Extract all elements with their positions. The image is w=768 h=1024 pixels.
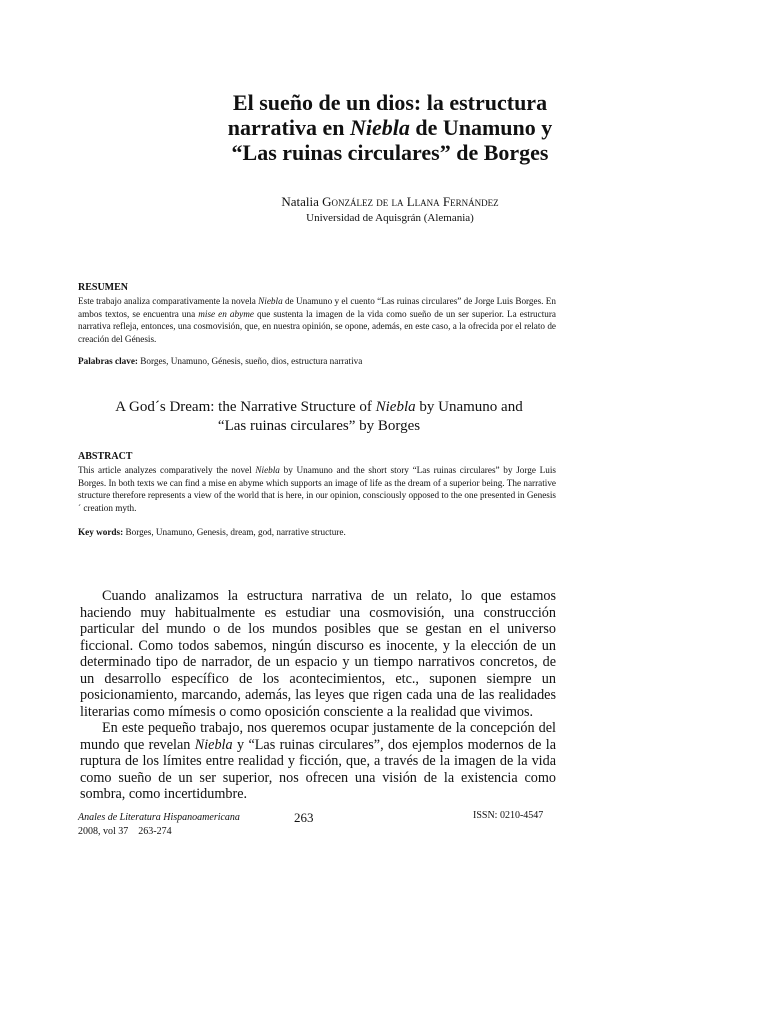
- english-title: [80, 398, 558, 436]
- abstract-part-1: This article analyzes comparatively the novel: [78, 465, 256, 475]
- page-number: 263: [294, 810, 314, 825]
- abstract-text: [78, 464, 556, 514]
- author-affiliation: Universidad de Aquisgrán (Alemania): [306, 212, 474, 224]
- resumen-part-1: Este trabajo analiza comparativamente la novela: [78, 296, 259, 306]
- author-first-name: Natalia: [281, 194, 323, 209]
- english-title-pre: A God´s Dream: the Narrative Structure of: [115, 399, 376, 415]
- abstract-keywords-label: Key words:: [78, 527, 124, 537]
- abstract-part-2: by Unamuno and the short story “Las ruinas circulares” by Jorge Luis Borges. In both texts we can find a mise en abyme which supports an image of life as the dream of a superior being. The narrative structure therefore represents a view of the world that is here, in our opinion, consciously opposed to the one presented in Genesis´ creation myth.: [78, 465, 556, 513]
- resumen-part-3: que sustenta la imagen de la vida como sueño de un ser superior. La estructura narrativa refleja, entonces, una cosmovisión, que, en nuestra opinión, se opone, además, en este caso, a la ofrecida por el relato de creación del Génesis.: [78, 308, 556, 344]
- resumen-italic-2: mise en abyme: [198, 308, 254, 319]
- article-title: [120, 90, 660, 165]
- body-paragraph-2-post: y “Las ruinas circulares”, dos ejemplos modernos de la ruptura de los límites entre realidad y ficción, que, a través de la imagen de la vida como sueño de un ser superior, nos ofrecen una visión de la existencia como sombra, como incertidumbre.: [80, 736, 557, 802]
- volume-info: 2008, vol 37 263-274: [78, 826, 172, 837]
- body-paragraph-2-italic: Niebla: [194, 736, 233, 753]
- title-line-2: [120, 115, 660, 140]
- resumen-text: [78, 295, 556, 345]
- body-text: [80, 588, 556, 803]
- title-line-2-pre: narrativa en: [227, 115, 350, 140]
- abstract-italic-1: Niebla: [255, 465, 280, 475]
- resumen-part-2: de Unamuno y el cuento “Las ruinas circulares” de Jorge Luis Borges. En ambos textos, se encuentra una: [78, 296, 556, 319]
- issn: ISSN: 0210-4547: [473, 810, 544, 821]
- title-line-3: “Las ruinas circulares” de Borges: [231, 140, 549, 165]
- resumen-heading: RESUMEN: [78, 282, 129, 293]
- abstract-keywords-text: Borges, Unamuno, Genesis, dream, god, narrative structure.: [123, 527, 346, 537]
- english-title-line-1: [80, 398, 558, 417]
- body-paragraph-2: [80, 720, 556, 803]
- title-italic-niebla: Niebla: [349, 115, 410, 140]
- body-paragraph-2-pre: En este pequeño trabajo, nos queremos ocupar justamente de la concepción del mundo que revelan: [80, 720, 556, 753]
- title-line-1: El sueño de un dios: la estructura: [232, 90, 548, 115]
- resumen-keywords: [78, 356, 556, 366]
- abstract-heading: ABSTRACT: [78, 451, 133, 462]
- resumen-keywords-label: Palabras clave:: [78, 356, 138, 366]
- body-paragraph-1: Cuando analizamos la estructura narrativa de un relato, lo que estamos haciendo muy habitualmente es estudiar una cosmovisión, una construcción particular del mundo o de los mundos posibles que se gestan en el universo ficcional. Como todos sabemos, ningún discurso es inocente, y la elección de un determinado tipo de narrador, de un espacio y un tiempo narrativos concretos, de un desarrollo específico de los acontecimientos, etc., suponen siempre un posicionamiento, marcando, además, las leyes que rigen cada una de las realidades literarias como mímesis o como oposición consciente a la realidad que vivimos.: [80, 588, 556, 720]
- english-title-italic: Niebla: [375, 399, 416, 415]
- journal-name: Anales de Literatura Hispanoamericana: [78, 812, 240, 823]
- author-name: [100, 194, 680, 210]
- title-line-2-post: de Unamuno y: [409, 115, 553, 140]
- resumen-italic-1: Niebla: [258, 296, 283, 306]
- resumen-keywords-text: Borges, Unamuno, Génesis, sueño, dios, estructura narrativa: [137, 356, 363, 366]
- english-title-line-2: “Las ruinas circulares” by Borges: [217, 418, 421, 434]
- abstract-keywords: [78, 527, 556, 537]
- english-title-post: by Unamuno and: [415, 399, 523, 415]
- author-last-name: González de la Llana Fernández: [322, 194, 499, 209]
